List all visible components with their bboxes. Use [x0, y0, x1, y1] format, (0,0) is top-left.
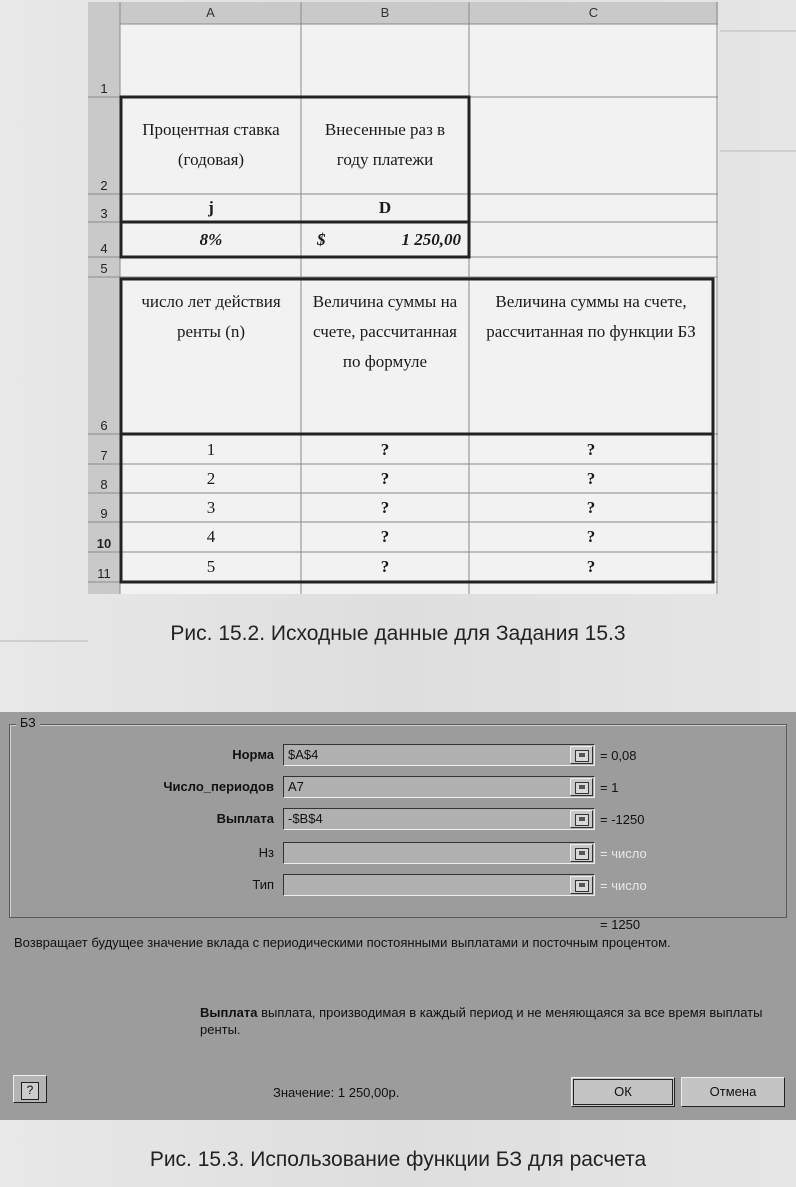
- arg-result-nz: = число: [600, 846, 647, 861]
- row-header-9[interactable]: 9: [100, 506, 108, 521]
- cell-b7[interactable]: ?: [380, 440, 390, 459]
- arg-input-periods[interactable]: A7: [283, 776, 595, 798]
- row-header-6[interactable]: 6: [100, 418, 108, 433]
- row-header-10[interactable]: 10: [96, 536, 112, 551]
- row-header-5[interactable]: 5: [100, 261, 108, 276]
- currency-sign: $: [317, 230, 326, 249]
- formula-value: Значение: 1 250,00р.: [273, 1085, 400, 1100]
- arg-label-payment: Выплата: [216, 811, 274, 826]
- spreadsheet: [88, 2, 718, 594]
- cell-a2[interactable]: Процентная ставка (годовая): [142, 120, 280, 169]
- cell-c6[interactable]: Величина суммы на счете, рассчитанная по функции БЗ: [486, 292, 696, 341]
- cell-a11[interactable]: 5: [206, 556, 216, 576]
- collapse-dialog-icon[interactable]: [570, 778, 593, 796]
- payment-amount: 1 250,00: [401, 230, 461, 249]
- cancel-button[interactable]: Отмена: [681, 1077, 785, 1107]
- arg-label-periods: Число_периодов: [163, 779, 274, 794]
- cell-b2[interactable]: Внесенные раз в году платежи: [324, 120, 446, 169]
- figure-caption-15-3: Рис. 15.3. Использование функции БЗ для расчета: [149, 1148, 647, 1171]
- cell-a10[interactable]: 4: [206, 527, 216, 546]
- argument-help-text: выплата, производимая в каждый период и не меняющаяся за все время выплаты ренты.: [200, 1005, 763, 1037]
- ok-button[interactable]: ОК: [571, 1077, 675, 1107]
- row-header-7[interactable]: 7: [100, 448, 108, 463]
- cell-b11[interactable]: ?: [380, 556, 390, 576]
- arg-result-norma: = 0,08: [600, 748, 637, 763]
- cell-c8[interactable]: ?: [586, 468, 596, 488]
- row-header-8[interactable]: 8: [100, 477, 108, 492]
- cell-a9[interactable]: 3: [206, 497, 216, 517]
- cell-c9[interactable]: ?: [586, 497, 596, 517]
- cell-b6[interactable]: Величина суммы на счете, рассчитанная по формуле: [312, 292, 458, 371]
- function-result: = 1250: [600, 917, 641, 932]
- dialog-title: БЗ: [16, 716, 40, 730]
- function-arguments-dialog: [0, 712, 796, 1120]
- arg-input-type[interactable]: [283, 874, 595, 896]
- cell-b9[interactable]: ?: [380, 497, 390, 517]
- cell-a7[interactable]: 1: [206, 440, 216, 459]
- help-icon: ?: [21, 1082, 39, 1100]
- arg-label-nz: Нз: [258, 845, 274, 860]
- cell-b4[interactable]: [301, 224, 469, 256]
- bleed-through-line: [720, 150, 796, 152]
- arg-input-norma[interactable]: $A$4: [283, 744, 595, 766]
- cell-c11[interactable]: ?: [586, 556, 596, 576]
- arg-input-nz[interactable]: [283, 842, 595, 864]
- collapse-dialog-icon[interactable]: [570, 810, 593, 828]
- cell-c10[interactable]: ?: [586, 527, 596, 546]
- arg-result-periods: = 1: [600, 780, 619, 795]
- cell-a8[interactable]: 2: [206, 468, 216, 488]
- cell-b8[interactable]: ?: [380, 468, 390, 488]
- arg-input-payment[interactable]: -$B$4: [283, 808, 595, 830]
- help-button[interactable]: [13, 1075, 47, 1103]
- arg-label-type: Тип: [252, 877, 274, 892]
- column-header-a[interactable]: A: [206, 5, 215, 20]
- arg-result-payment: = -1250: [600, 812, 645, 827]
- row-header-2[interactable]: 2: [100, 178, 108, 193]
- cell-c7[interactable]: ?: [586, 440, 596, 459]
- row-header-3[interactable]: 3: [100, 206, 108, 221]
- column-header-b[interactable]: B: [380, 5, 390, 20]
- bleed-through-line: [720, 30, 796, 32]
- collapse-dialog-icon[interactable]: [570, 746, 593, 764]
- figure-caption-15-2: Рис. 15.2. Исходные данные для Задания 15.3: [170, 622, 626, 645]
- cell-a4[interactable]: 8%: [199, 230, 223, 249]
- collapse-dialog-icon[interactable]: [570, 876, 593, 894]
- arg-label-norma: Норма: [232, 747, 274, 762]
- row-header-1[interactable]: 1: [100, 81, 108, 96]
- function-description: Возвращает будущее значение вклада с периодическими постоянными выплатами и посточным процентом.: [14, 935, 671, 950]
- collapse-dialog-icon[interactable]: [570, 844, 593, 862]
- argument-help-name: Выплата: [200, 1005, 258, 1020]
- cell-a6[interactable]: число лет действия ренты (n): [141, 292, 281, 341]
- cell-b10[interactable]: ?: [380, 527, 390, 546]
- argument-help: [200, 1004, 780, 1038]
- cell-a3[interactable]: j: [208, 198, 214, 217]
- cell-b3[interactable]: D: [378, 198, 392, 217]
- row-header-11[interactable]: 11: [97, 566, 111, 581]
- arg-result-type: = число: [600, 878, 647, 893]
- row-header-4[interactable]: 4: [100, 241, 108, 256]
- column-header-c[interactable]: C: [588, 5, 599, 20]
